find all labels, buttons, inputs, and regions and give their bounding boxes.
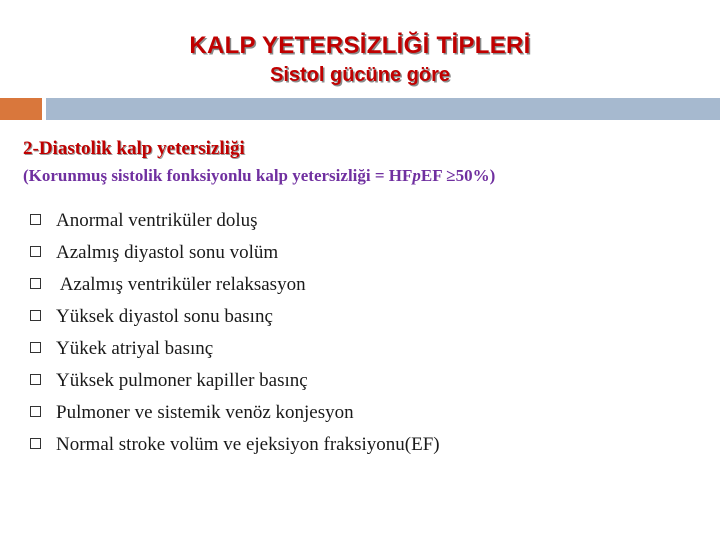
list-item bbox=[30, 205, 440, 237]
list-item bbox=[30, 429, 440, 461]
square-bullet-icon bbox=[30, 342, 41, 353]
square-bullet-icon bbox=[30, 214, 41, 225]
list-item-text: Yüksek diyastol sonu basınç bbox=[56, 306, 273, 327]
square-bullet-icon bbox=[30, 278, 41, 289]
square-bullet-icon bbox=[30, 310, 41, 321]
definition-italic: p bbox=[412, 166, 421, 185]
definition-prefix: (Korunmuş sistolik fonksiyonlu kalp yetersizliği = HF bbox=[23, 166, 413, 185]
list-item-text: Pulmoner ve sistemik venöz konjesyon bbox=[56, 402, 354, 423]
list-item bbox=[30, 237, 440, 269]
list-item bbox=[30, 269, 440, 301]
list-item-text: Azalmış diyastol sonu volüm bbox=[56, 242, 279, 263]
definition-suffix: EF ≥50%) bbox=[420, 166, 496, 185]
list-item-text: Yüksek pulmoner kapiller basınç bbox=[56, 370, 308, 391]
square-bullet-icon bbox=[30, 438, 41, 449]
section-heading: 2-Diastolik kalp yetersizliği bbox=[23, 138, 245, 159]
list-item bbox=[30, 397, 440, 429]
list-item-text: Azalmış ventriküler relaksasyon bbox=[56, 274, 306, 295]
accent-bar-right bbox=[46, 98, 720, 120]
square-bullet-icon bbox=[30, 246, 41, 257]
list-item-text: Normal stroke volüm ve ejeksiyon fraksiyonu(EF) bbox=[56, 434, 440, 455]
slide-subtitle: Sistol gücüne göre bbox=[269, 64, 451, 86]
list-item bbox=[30, 365, 440, 397]
list-item-text: Anormal ventriküler doluş bbox=[56, 210, 258, 231]
list-item bbox=[30, 333, 440, 365]
slide-title: KALP YETERSİZLİĞİ TİPLERİ bbox=[189, 32, 531, 59]
list-item bbox=[30, 301, 440, 333]
slide-title-block bbox=[0, 30, 720, 88]
bullet-list bbox=[30, 205, 440, 461]
square-bullet-icon bbox=[30, 406, 41, 417]
square-bullet-icon bbox=[30, 374, 41, 385]
list-item-text: Yükek atriyal basınç bbox=[56, 338, 214, 359]
definition-line bbox=[23, 166, 495, 186]
accent-bar-left bbox=[0, 98, 42, 120]
